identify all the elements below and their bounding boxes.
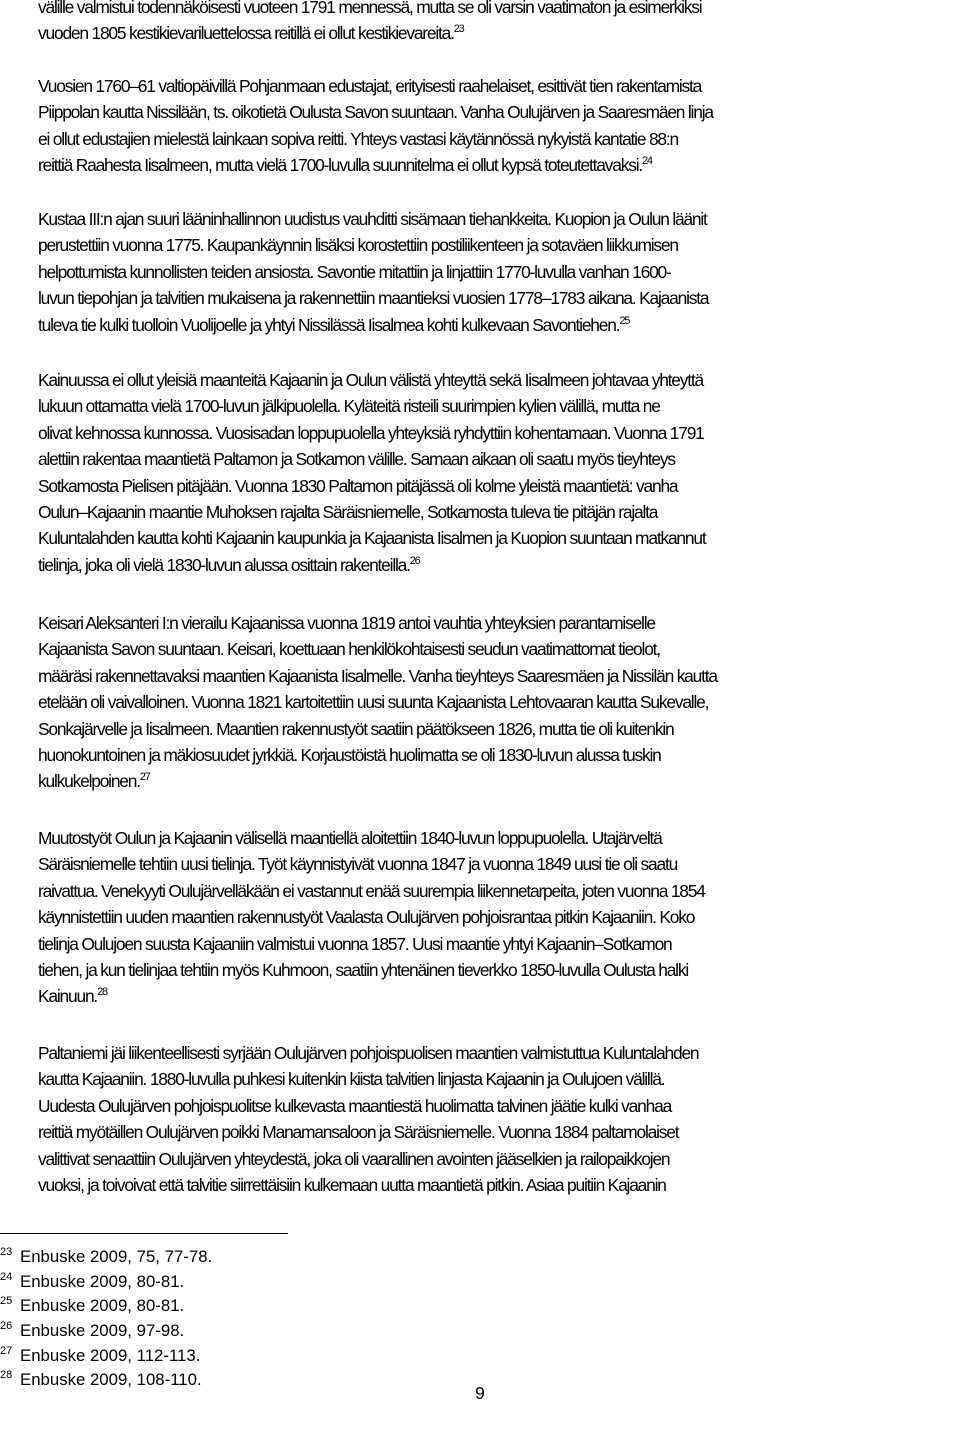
footnote-ref[interactable]: 25 <box>619 314 630 327</box>
body-paragraph <box>38 206 960 338</box>
footnote-text: Enbuske 2009, 75, 77-78. <box>20 1247 213 1266</box>
footnote: $^{24}$ Enbuske 2009, 80-81. <box>0 1271 185 1291</box>
text-line: reittiä myötäillen Oulujärven poikki Manamansaloon ja Säräisniemelle. Vuonna 1884 paltamolaiset <box>38 1122 679 1143</box>
text-line: etelään oli vaivalloinen. Vuonna 1821 kartoitettiin uusi suunta Kajaanista Lehtovaaran kautta Sukevalle, <box>38 692 709 713</box>
text-line: huonokuntoinen ja mäkiosuudet jyrkkiä. Korjaustöistä huolimatta se oli 1830-luvun alussa tuskin <box>38 744 661 765</box>
text-line: Keisari Aleksanteri I:n vierailu Kajaanissa vuonna 1819 antoi vauhtia yhteyksien parantamiselle <box>38 613 655 633</box>
footnote: $^{25}$ Enbuske 2009, 80-81. <box>0 1295 185 1315</box>
text-line: tielinja, joka oli vielä 1830-luvun alussa osittain rakenteilla.$^{26}$ <box>38 554 420 575</box>
text-line: Vuosien 1760–61 valtiopäivillä Pohjanmaan edustajat, erityisesti raahelaiset, esittivät tien rakentamista <box>38 76 702 96</box>
text-line: Kainuussa ei ollut yleisiä maanteitä Kajaanin ja Oulun välistä yhteyttä sekä Iisalmeen johtavaa yhteyttä <box>38 370 703 390</box>
footnote-text: Enbuske 2009, 108-110. <box>20 1370 202 1389</box>
footnote-ref[interactable]: 27 <box>139 771 150 784</box>
text-line: vuoden 1805 kestikievariluettelossa reitillä ei ollut kestikievareita.$^{23}$ <box>38 23 464 44</box>
text-line: Kuluntalahden kautta kohti Kajaanin kaupunkia ja Kajaanista Iisalmen ja Kuopion suuntaan matkannut <box>38 528 706 549</box>
text-line: kulkukelpoinen.$^{27}$ <box>38 771 150 792</box>
footnote-ref[interactable]: 23 <box>453 23 464 36</box>
footnote: $^{26}$ Enbuske 2009, 97-98. <box>0 1320 185 1340</box>
text-line: Piippolan kautta Nissilään, ts. oikotietä Oulusta Savon suuntaan. Vanha Oulujärven ja Saaresmäen linja <box>38 102 713 123</box>
footnote: $^{27}$ Enbuske 2009, 112-113. <box>0 1345 201 1365</box>
footnote-separator <box>0 1233 288 1234</box>
text-line: kautta Kajaaniin. 1880-luvulla puhkesi kuitenkin kiista talvitien linjasta Kajaanin ja Oulujoen välillä. <box>38 1069 665 1090</box>
text-line: lukuun ottamatta vielä 1700-luvun jälkipuolella. Kyläteitä risteili suurimpien kylien välillä, mutta ne <box>38 396 660 417</box>
text-line: Kajaanista Savon suuntaan. Keisari, koettuaan henkilökohtaisesti seudun vaatimattomat tieolot, <box>38 639 660 660</box>
footnote-ref[interactable]: 28 <box>97 986 107 999</box>
body-paragraph <box>38 610 960 795</box>
text-line: Sonkajärvelle ja Iisalmeen. Maantien rakennustyöt saatiin päätökseen 1826, mutta tie oli kuitenkin <box>38 718 674 739</box>
footnote-ref[interactable]: 26 <box>409 554 420 567</box>
text-line: Oulun–Kajaanin maantie Muhoksen rajalta Säräisniemelle, Sotkamosta tuleva tie pitäjän rajalta <box>38 501 658 522</box>
text-line: helpottumista kunnollisten teiden ansiosta. Savontie mitattiin ja linjattiin 1770-luvulla vanhan 1600- <box>38 261 671 282</box>
footnote-text: Enbuske 2009, 80-81. <box>20 1296 185 1315</box>
text-line: reittiä Raahesta Iisalmeen, mutta vielä 1700-luvulla suunnitelma ei ollut kypsä toteutettavaksi.$^{24}$ <box>38 155 652 176</box>
footnote-text: Enbuske 2009, 80-81. <box>20 1272 185 1291</box>
text-line: Säräisniemelle tehtiin uusi tielinja. Työt käynnistyivät vuonna 1847 ja vuonna 1849 uusi tie oli saatu <box>38 854 678 875</box>
text-line: tielinja Oulujoen suusta Kajaaniin valmistui vuonna 1857. Uusi maantie yhtyi Kajaanin–Sotkamon <box>38 933 672 954</box>
text-line: Kainuun.$^{28}$ <box>38 986 107 1007</box>
text-line: käynnistettiin uuden maantien rakennustyöt Vaalasta Oulujärven pohjoisrantaa pitkin Kajaaniin. Koko <box>38 907 695 928</box>
body-paragraph <box>38 825 960 1010</box>
text-line: Uudesta Oulujärven pohjoispuolitse kulkevasta maantiestä huolimatta talvinen jäätie kulki vanhaa <box>38 1095 672 1116</box>
footnote-ref[interactable]: 24 <box>642 155 652 168</box>
footnote-text: Enbuske 2009, 97-98. <box>20 1321 185 1340</box>
text-line: tiehen, ja kun tielinjaa tehtiin myös Kuhmoon, saatiin yhtenäinen tieverkko 1850-luvulla Oulusta halki <box>38 959 689 980</box>
text-line: Muutostyöt Oulun ja Kajaanin välisellä maantiellä aloitettiin 1840-luvun loppupuolella. Utajärveltä <box>38 828 662 848</box>
text-line: tuleva tie kulki tuolloin Vuolijoelle ja yhtyi Nissilässä Iisalmea kohti kulkevaan Savontiehen.$^{25}$ <box>38 314 630 335</box>
footnote: $^{28}$ Enbuske 2009, 108-110. <box>0 1369 202 1389</box>
text-line: olivat kehnossa kunnossa. Vuosisadan loppupuolella yhteyksiä ryhdyttiin kohentamaan. Vuonna 1791 <box>38 422 704 443</box>
page-number: 9 <box>475 1383 485 1403</box>
text-line: Paltaniemi jäi liikenteellisesti syrjään Oulujärven pohjoispuolisen maantien valmistuttua Kuluntalahden <box>38 1043 699 1063</box>
text-line: Kustaa III:n ajan suuri lääninhallinnon uudistus vauhditti sisämaan tiehankkeita. Kuopion ja Oulun läänit <box>38 209 707 229</box>
text-line: määräsi rakennettavaksi maantien Kajaanista Iisalmelle. Vanha tieyhteys Saaresmäen ja Nissilän kautta <box>38 665 717 686</box>
text-line: välille valmistui todennäköisesti vuoteen 1791 mennessä, mutta se oli varsin vaatimaton ja esimerkiksi <box>38 0 702 17</box>
text-line: vuoksi, ja toivoivat että talvitie siirrettäisiin kulkemaan uutta maantietä pitkin. Asiaa puitiin Kajaanin <box>38 1174 666 1195</box>
body-paragraph <box>38 73 960 179</box>
text-line: Sotkamosta Pielisen pitäjään. Vuonna 1830 Paltamon pitäjässä oli kolme yleistä maantietä: vanha <box>38 475 678 496</box>
body-paragraph <box>38 0 960 47</box>
text-line: valittivat senaattiin Oulujärven yhteydestä, joka oli vaarallinen avointen jääselkien ja railopaikkojen <box>38 1148 670 1169</box>
body-paragraph <box>38 1040 960 1198</box>
body-paragraph <box>38 367 960 578</box>
footnote: $^{23}$ Enbuske 2009, 75, 77-78. <box>0 1246 213 1266</box>
text-line: perustettiin vuonna 1775. Kaupankäynnin lisäksi korostettiin postiliikenteen ja sotaväen liikkumisen <box>38 235 678 256</box>
footnote-text: Enbuske 2009, 112-113. <box>20 1346 201 1365</box>
text-line: ei ollut edustajien mielestä lainkaan sopiva reitti. Yhteys vastasi käytännössä nykyistä kantatie 88:n <box>38 128 678 149</box>
text-line: alettiin rakentaa maantietä Paltamon ja Sotkamon välille. Samaan aikaan oli saatu myös tieyhteys <box>38 449 675 470</box>
text-line: raivattua. Venekyyti Oulujärvelläkään ei vastannut enää suurempia liikennetarpeita, joten vuonna 1854 <box>38 880 705 901</box>
text-line: luvun tiepohjan ja talvitien mukaisena ja rakennettiin maantieksi vuosien 1778–1783 aikana. Kajaanista <box>38 288 709 309</box>
